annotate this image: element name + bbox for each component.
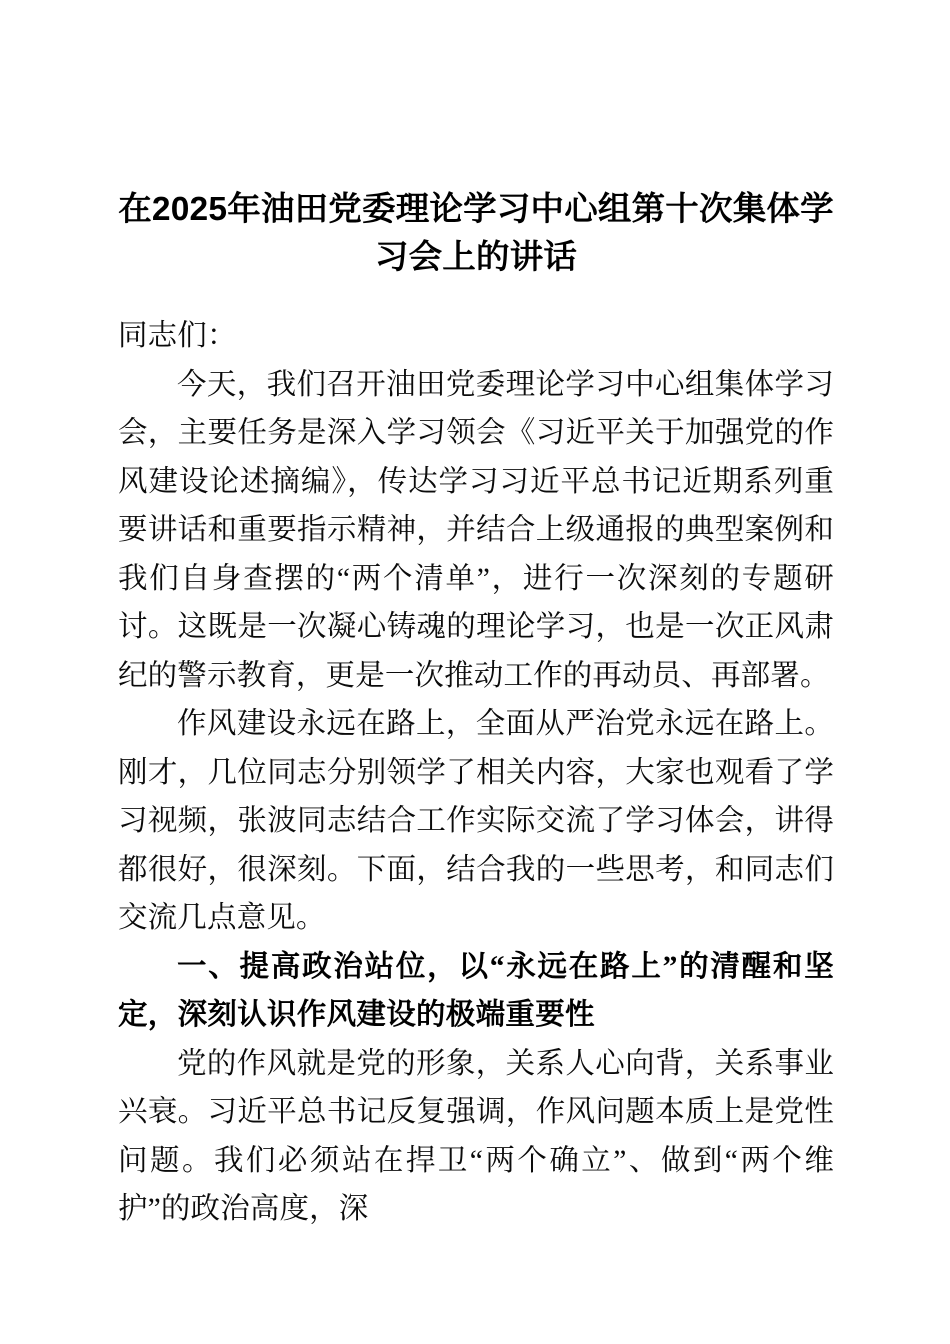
section-heading-one: 一、提高政治站位，以“永远在路上”的清醒和坚定，深刻认识作风建设的极端重要性: [118, 950, 834, 1031]
paragraph-style-construction: 作风建设永远在路上，全面从严治党永远在路上。刚才，几位同志分别领学了相关内容，大家也观看了学习视频，张波同志结合工作实际交流了学习体会，讲得都很好，很深刻。下面，结合我的一些思考，和同志们交流几点意见。: [118, 708, 834, 934]
document-content: [118, 186, 834, 1234]
paragraph-party-image: 党的作风就是党的形象，关系人心向背，关系事业兴衰。习近平总书记反复强调，作风问题本质上是党性问题。我们必须站在捍卫“两个确立”、做到“两个维护”的政治高度，深: [118, 1047, 834, 1225]
page-title-line-2: 习会上的讲话: [374, 239, 578, 276]
page-title-line-1: 在2025年油田党委理论学习中心组第十次集体学: [118, 191, 834, 228]
paragraph-opening-remarks: 今天，我们召开油田党委理论学习中心组集体学习会，主要任务是深入学习领会《习近平关于加强党的作风建设论述摘编》，传达学习习近平总书记近期系列重要讲话和重要指示精神，并结合上级通报的典型案例和我们自身查摆的“两个清单”，进行一次深刻的专题研讨。这既是一次凝心铸魂的理论学习，也是一次正风肃纪的警示教育，更是一次推动工作的再动员、再部署。: [118, 368, 834, 692]
page-title: [118, 186, 834, 282]
salutation: 同志们：: [118, 320, 237, 352]
document-body: [118, 312, 834, 1234]
